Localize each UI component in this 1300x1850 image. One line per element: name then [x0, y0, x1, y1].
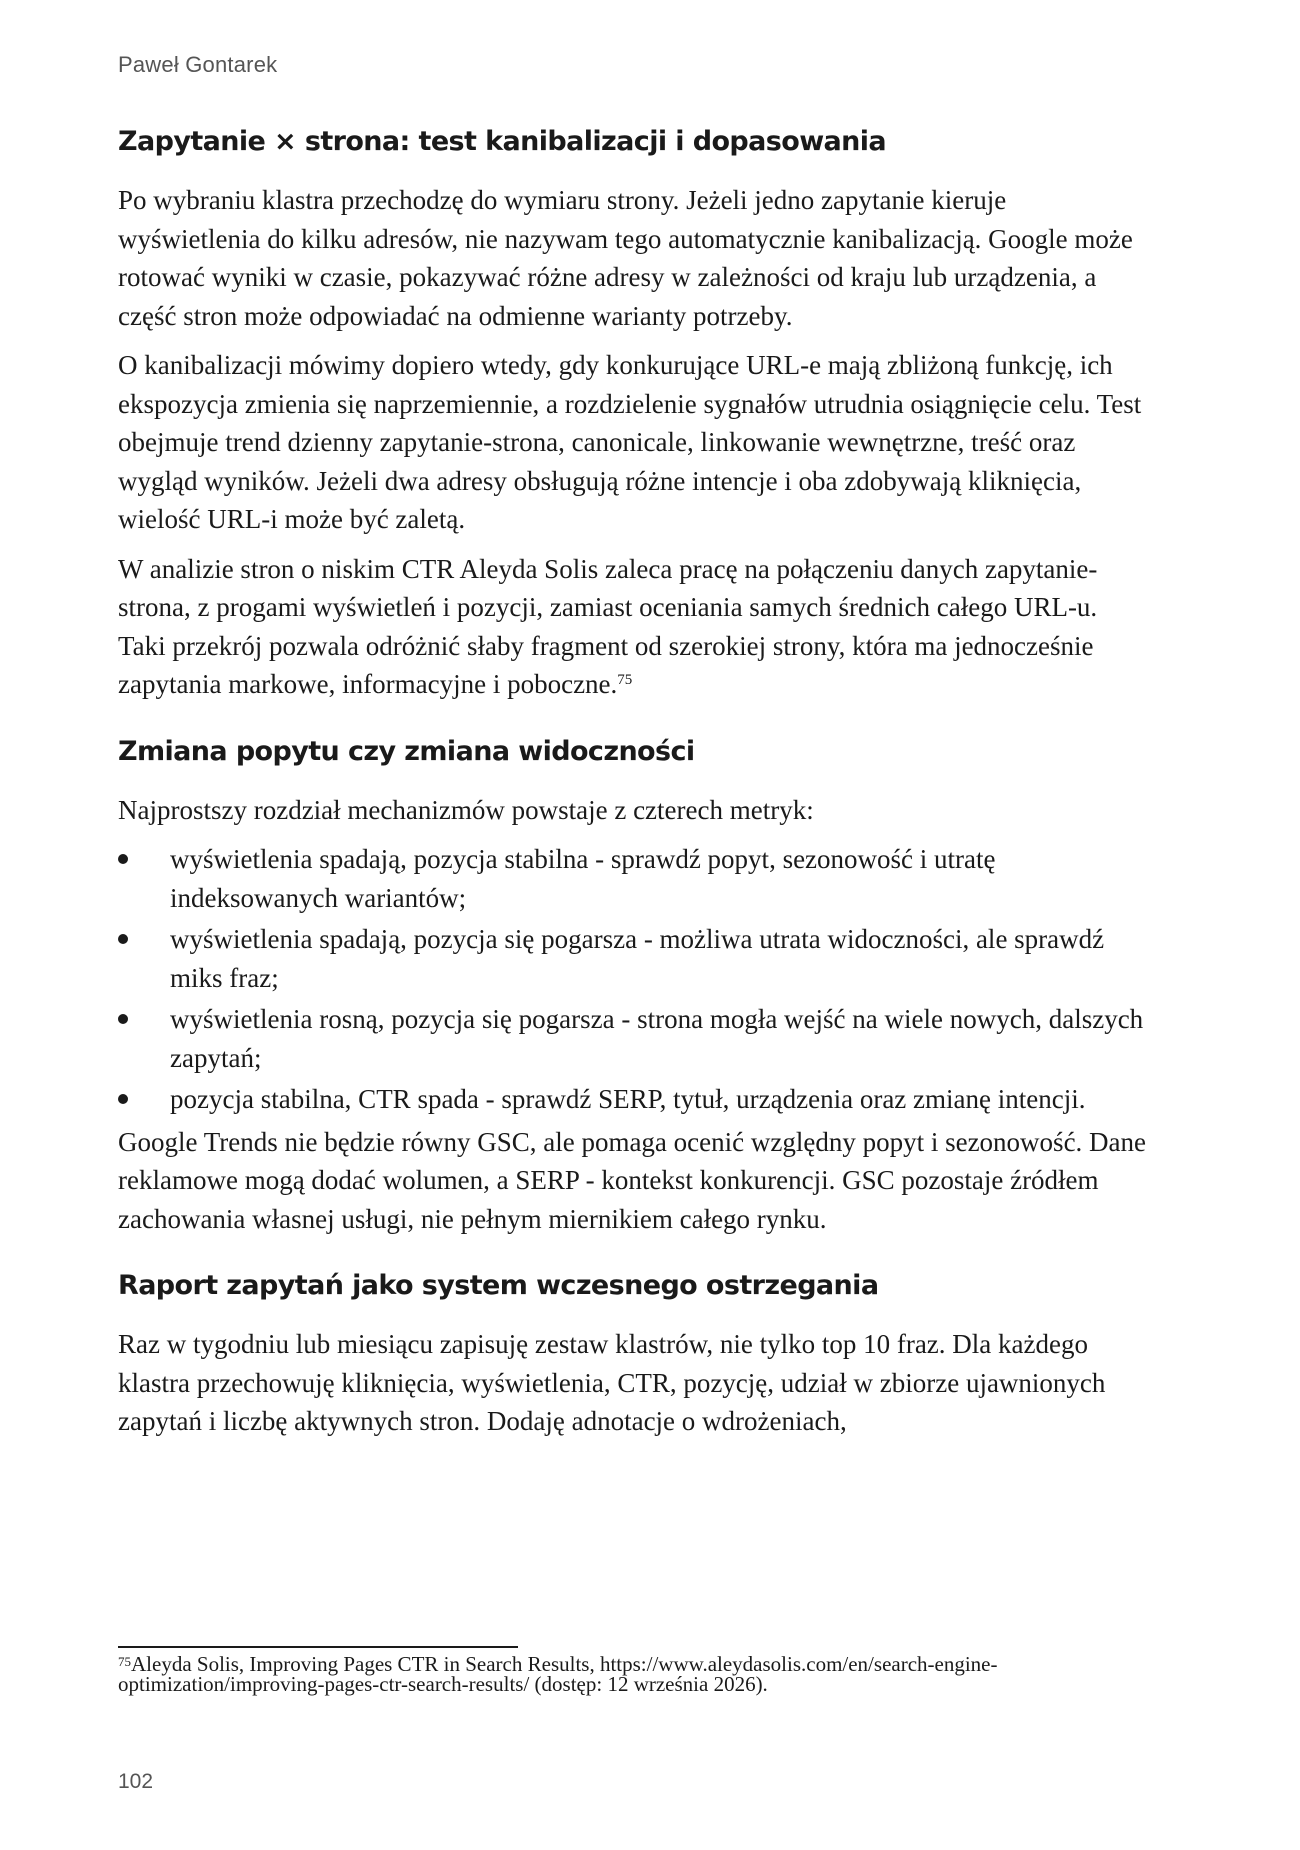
footnote-reference[interactable]: 75	[617, 672, 633, 689]
paragraph: Raz w tygodniu lub miesiącu zapisuję zestaw klastrów, nie tylko top 10 fraz. Dla każdego klastra przechowuję kliknięcia, wyświetlenia, CTR, pozycję, udział w zbiorze ujawnionych zapytań i liczbę aktywnych stron. Dodaję adnotacje o wdrożeniach,	[118, 1329, 1106, 1437]
footnote-divider	[118, 1646, 518, 1648]
list-item-text: wyświetlenia rosną, pozycja się pogarsza - strona mogła wejść na wiele nowych, dalszych zapytań;	[170, 1004, 1144, 1073]
list-item-text: wyświetlenia spadają, pozycja stabilna - sprawdź popyt, sezonowość i utratę indeksowanych wariantów;	[170, 844, 996, 913]
list-item	[118, 1080, 1148, 1119]
list-item-text: pozycja stabilna, CTR spada - sprawdź SERP, tytuł, urządzenia oraz zmianę intencji.	[170, 1084, 1086, 1115]
paragraph-text: W analizie stron o niskim CTR Aleyda Solis zaleca pracę na połączeniu danych zapytanie-strona, z progami wyświetleń i pozycji, zamiast oceniania samych średnich całego URL-u. Taki przekrój pozwala odróżnić słaby fragment od szerokiej strony, która ma jednocześnie zapytania markowe, informacyjne i poboczne.	[118, 553, 1098, 700]
list-item	[118, 1000, 1148, 1077]
list-item-text: wyświetlenia spadają, pozycja się pogarsza - możliwa utrata widoczności, ale sprawdź miks fraz;	[170, 924, 1105, 993]
list-intro: Najprostszy rozdział mechanizmów powstaje z czterech metryk:	[118, 794, 814, 825]
paragraph: Po wybraniu klastra przechodzę do wymiaru strony. Jeżeli jedno zapytanie kieruje wyświetlenia do kilku adresów, nie nazywam tego automatycznie kanibalizacją. Google może rotować wyniki w czasie, pokazywać różne adresy w zależności od kraju lub urządzenia, a część stron może odpowiadać na odmienne warianty potrzeby.	[118, 185, 1133, 331]
bullet-icon	[118, 934, 128, 944]
bullet-list	[118, 840, 1148, 1119]
section-heading-early-warning-report: Raport zapytań jako system wczesnego ostrzegania	[118, 1270, 879, 1302]
bullet-icon	[118, 1094, 128, 1104]
section-heading-demand-vs-visibility: Zmiana popytu czy zmiana widoczności	[118, 735, 695, 767]
list-item	[118, 840, 1148, 917]
paragraph: Google Trends nie będzie równy GSC, ale pomaga ocenić względny popyt i sezonowość. Dane reklamowe mogą dodać wolumen, a SERP - kontekst konkurencji. GSC pozostaje źródłem zachowania własnej usługi, nie pełnym miernikiem całego rynku.	[118, 1126, 1147, 1234]
paragraph: O kanibalizacji mówimy dopiero wtedy, gdy konkurujące URL-e mają zbliżoną funkcję, ich ekspozycja zmienia się naprzemiennie, a rozdzielenie sygnałów utrudnia osiągnięcie celu. Test obejmuje trend dzienny zapytanie-strona, canonicale, linkowanie wewnętrzne, treść oraz wygląd wyników. Jeżeli dwa adresy obsługują różne intencje i oba zdobywają kliknięcia, wielość URL-i może być zaletą.	[118, 350, 1142, 535]
bullet-icon	[118, 854, 128, 864]
page-content	[118, 124, 1148, 1452]
running-header-author: Paweł Gontarek	[118, 52, 278, 77]
footnote-text: Aleyda Solis, Improving Pages CTR in Search Results, https://www.aleydasolis.com/en/search-engine-optimization/improving-pages-ctr-search-results/ (dostęp: 12 września 2026).	[118, 1652, 998, 1696]
footnote-number: 75	[118, 1654, 131, 1669]
footnote	[118, 1654, 1148, 1694]
list-item	[118, 920, 1148, 997]
page-number: 102	[118, 1770, 154, 1793]
paragraph-with-footnote	[118, 550, 1148, 704]
section-heading-cannibalization: Zapytanie × strona: test kanibalizacji i dopasowania	[118, 126, 887, 157]
bullet-icon	[118, 1014, 128, 1024]
